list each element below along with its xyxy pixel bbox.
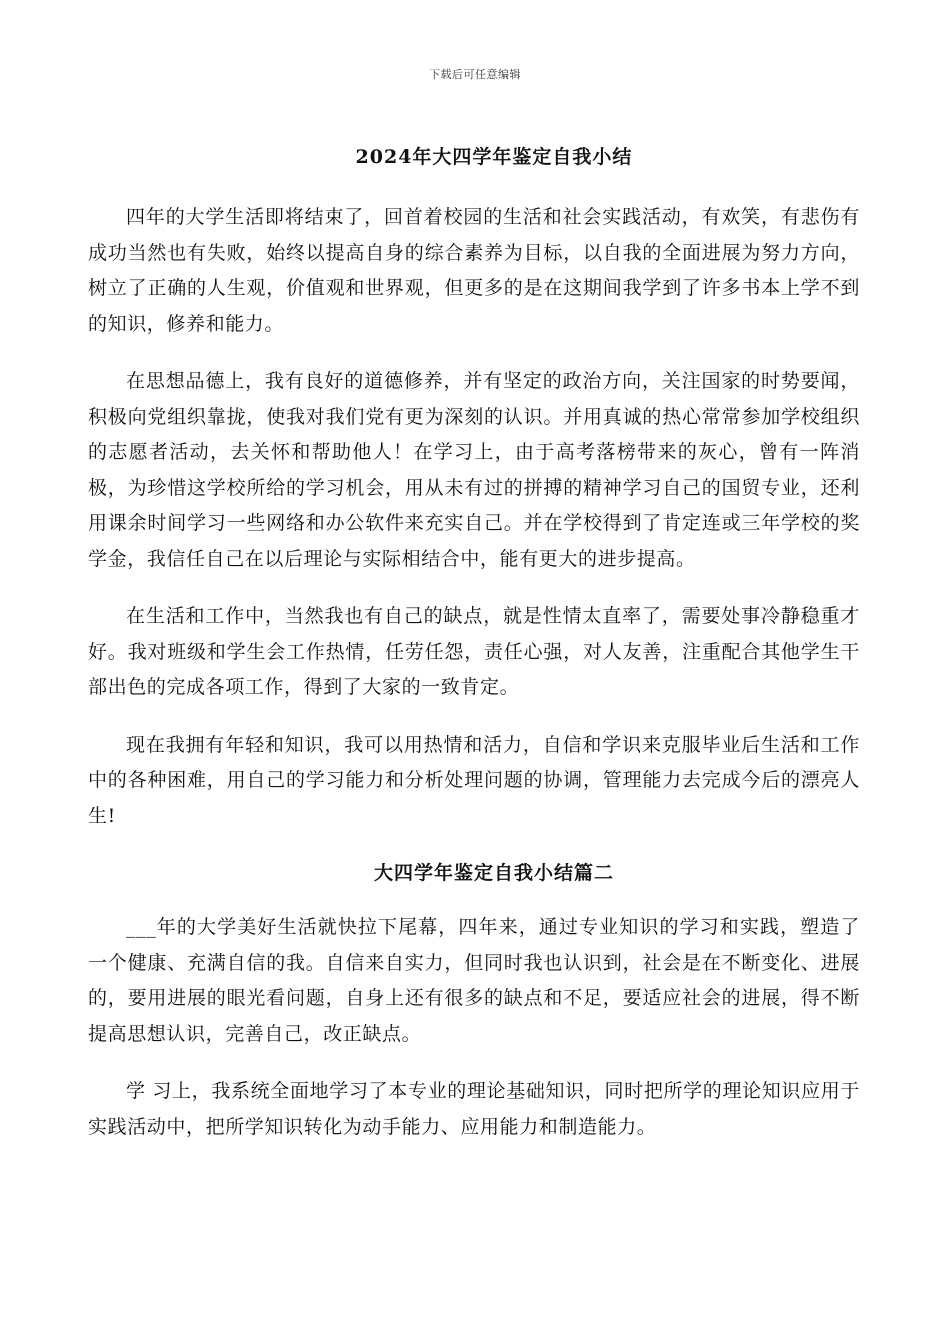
paragraph: 在思想品德上，我有良好的道德修养，并有坚定的政治方向，关注国家的时势要闻，积极向党组织靠拢，使我对我们党有更为深刻的认识。并用真诚的热心常常参加学校组织的志愿者活动，去关怀和帮助他人！在学习上，由于高考落榜带来的灰心，曾有一阵消极，为珍惜这学校所给的学习机会，用从未有过的拼搏的精神学习自己的国贸专业，还利用课余时间学习一些网络和办公软件来充实自己。并在学校得到了肯定连或三年学校的奖学金，我信任自己在以后理论与实际相结合中，能有更大的进步提高。 — [88, 370, 860, 570]
section-title: 大四学年鉴定自我小结篇二 — [373, 862, 614, 884]
paragraph: 四年的大学生活即将结束了，回首着校园的生活和社会实践活动，有欢笑，有悲伤有成功当然也有失败，始终以提高自身的综合素养为目标，以自我的全面进展为努力方向，树立了正确的人生观，价值观和世界观，但更多的是在这期间我学到了许多书本上学不到的知识，修养和能力。 — [88, 206, 860, 335]
paragraph: ___年的大学美好生活就快拉下尾幕，四年来，通过专业知识的学习和实践，塑造了一个健康、充满自信的我。自信来自实力，但同时我也认识到，社会是在不断变化、进展的，要用进展的眼光看问题，自身上还有很多的缺点和不足，要适应社会的进展，得不断提高思想认识，完善自己，改正缺点。 — [88, 916, 860, 1045]
paragraph: 现在我拥有年轻和知识，我可以用热情和活力，自信和学识来克服毕业后生活和工作中的各种困难，用自己的学习能力和分析处理问题的协调，管理能力去完成今后的漂亮人生! — [88, 733, 860, 827]
paragraph: 学 习上，我系统全面地学习了本专业的理论基础知识，同时把所学的理论知识应用于实践活动中，把所学知识转化为动手能力、应用能力和制造能力。 — [88, 1080, 860, 1138]
document-body — [88, 140, 860, 1167]
document-title: 2024年大四学年鉴定自我小结 — [355, 146, 633, 168]
paragraph: 在生活和工作中，当然我也有自己的缺点，就是性情太直率了，需要处事冷静稳重才好。我对班级和学生会工作热情，任劳任怨，责任心强，对人友善，注重配合其他学生干部出色的完成各项工作，得到了大家的一致肯定。 — [88, 605, 860, 698]
header-note: 下载后可任意编辑 — [429, 68, 521, 81]
